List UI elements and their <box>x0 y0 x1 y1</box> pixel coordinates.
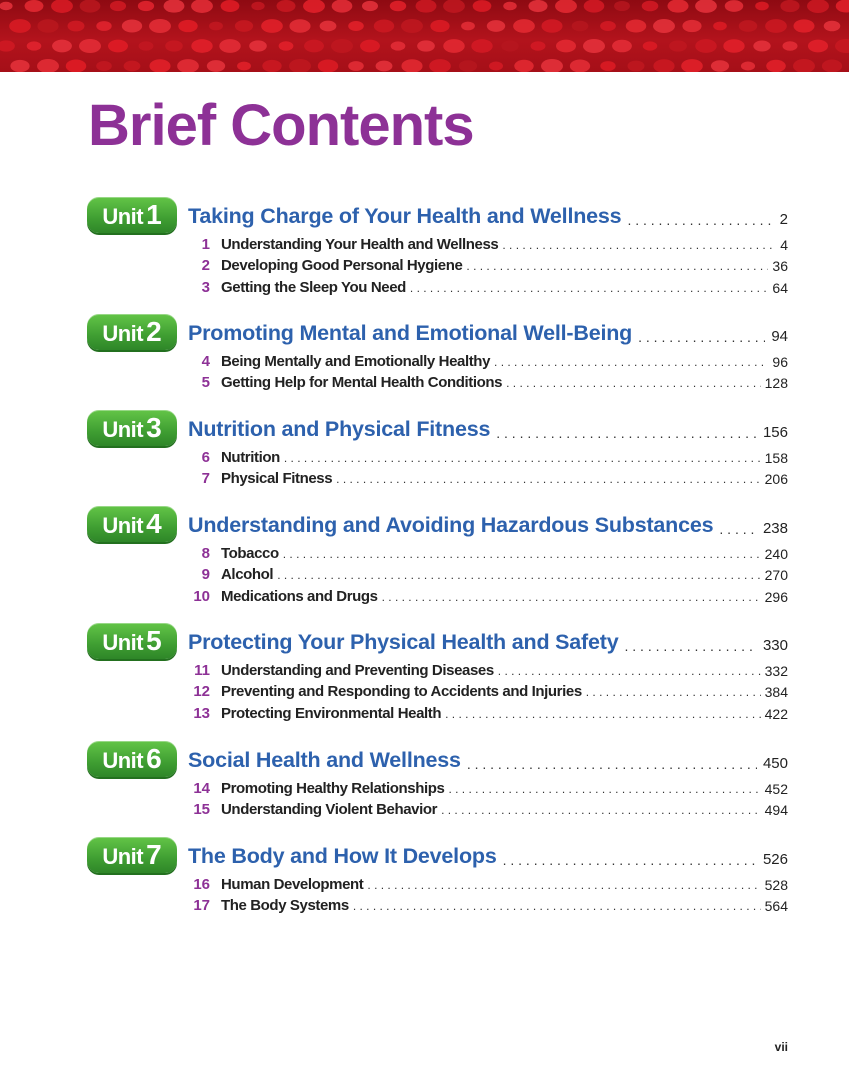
banner-pattern <box>0 0 849 72</box>
banner-dot <box>348 21 364 31</box>
banner-dot <box>584 0 605 13</box>
chapter-number: 17 <box>193 897 210 915</box>
unit-page-number: 450 <box>762 755 788 772</box>
dot-leader <box>367 875 760 895</box>
banner-dot <box>25 0 44 12</box>
chapter-title[interactable]: Medications and Drugs <box>221 588 378 606</box>
unit-heading[interactable] <box>188 624 788 656</box>
chapter-entry[interactable] <box>188 681 788 703</box>
chapter-entry[interactable] <box>188 233 788 255</box>
banner-dot <box>191 0 213 13</box>
banner-dot <box>501 40 518 51</box>
banner-dot <box>164 0 185 13</box>
unit-badge-number: 2 <box>146 316 162 347</box>
banner-dot <box>401 59 422 72</box>
banner-dot <box>487 20 505 32</box>
banner-dot <box>27 41 42 50</box>
chapter-entry[interactable] <box>188 446 788 468</box>
chapter-entry[interactable] <box>188 585 788 607</box>
banner-dot <box>417 40 435 51</box>
unit-badge-number: 1 <box>146 199 162 230</box>
chapter-page-number: 96 <box>772 353 788 370</box>
banner-dot <box>279 41 294 50</box>
banner-dot <box>836 0 849 13</box>
chapter-title[interactable]: The Body Systems <box>221 897 349 915</box>
banner-dot <box>766 60 786 72</box>
chapter-number: 1 <box>201 235 210 253</box>
dot-leader <box>466 256 768 276</box>
banner-dot <box>600 61 615 71</box>
banner-dot <box>570 60 590 72</box>
chapter-number: 14 <box>193 779 210 797</box>
chapter-title[interactable]: Developing Good Personal Hygiene <box>221 257 463 275</box>
banner-dot <box>80 0 101 13</box>
banner-dot <box>822 60 842 72</box>
banner-dot <box>138 1 154 11</box>
banner-dot <box>643 41 658 50</box>
chapter-title[interactable]: Understanding Violent Behavior <box>221 801 438 819</box>
chapter-entry[interactable] <box>188 542 788 564</box>
banner-dot <box>793 59 815 72</box>
chapter-number: 6 <box>201 448 210 466</box>
banner-dot <box>780 0 799 12</box>
banner-dot <box>390 1 406 11</box>
unit-badge-label: Unit <box>102 204 144 229</box>
banner-dot <box>332 0 353 13</box>
banner-dot <box>473 0 492 12</box>
banner-dot <box>612 40 632 53</box>
chapter-entry[interactable] <box>188 659 788 681</box>
banner-dot <box>653 59 674 72</box>
banner-dot <box>461 22 475 31</box>
banner-dot <box>753 40 770 51</box>
chapter-entry[interactable] <box>188 276 788 298</box>
banner-dot <box>416 0 437 13</box>
chapter-page-number: 206 <box>764 471 788 488</box>
dot-leader <box>506 373 761 393</box>
banner-dot <box>725 0 744 12</box>
chapter-page-number: 4 <box>780 236 788 253</box>
chapter-entry[interactable] <box>188 799 788 821</box>
banner-dot <box>289 59 311 72</box>
chapter-list <box>188 659 788 724</box>
chapter-page-number: 270 <box>764 567 788 584</box>
chapter-page-number: 36 <box>772 258 788 275</box>
dot-leader <box>494 352 768 372</box>
banner-dot <box>362 1 378 11</box>
chapter-number: 10 <box>193 588 210 606</box>
chapter-list <box>188 233 788 298</box>
banner-dot <box>110 1 126 11</box>
dot-leader <box>441 800 761 820</box>
unit-badge-number: 7 <box>146 839 162 870</box>
banner-dot <box>627 61 644 72</box>
banner-dot <box>471 39 492 53</box>
chapter-title[interactable]: Being Mentally and Emotionally Healthy <box>221 352 491 370</box>
banner-dot <box>165 40 183 51</box>
banner-dot <box>122 20 142 33</box>
banner-dot <box>682 20 701 32</box>
chapter-page-number: 494 <box>764 802 788 819</box>
dot-leader <box>410 278 769 298</box>
chapter-title[interactable]: Tobacco <box>221 544 279 562</box>
chapter-entry[interactable] <box>188 702 788 724</box>
chapter-number: 7 <box>201 470 210 488</box>
dot-leader <box>382 587 761 607</box>
chapter-page-number: 240 <box>764 545 788 562</box>
chapter-page-number: 128 <box>764 375 788 392</box>
banner-dot <box>37 19 58 32</box>
banner-dot <box>207 60 225 72</box>
chapter-entry[interactable] <box>188 255 788 277</box>
banner-dot <box>600 21 616 31</box>
chapter-number: 3 <box>201 279 210 297</box>
chapter-page-number: 64 <box>772 280 788 297</box>
unit-heading[interactable] <box>188 198 788 230</box>
banner-dot <box>642 1 659 12</box>
banner-dot <box>149 19 171 33</box>
banner-dot <box>541 19 562 32</box>
dot-leader <box>503 850 757 870</box>
banner-dot <box>443 0 465 13</box>
chapter-entry[interactable] <box>188 468 788 490</box>
chapter-title[interactable]: Human Development <box>221 875 364 893</box>
banner-dot <box>9 19 31 33</box>
chapter-title[interactable]: Physical Fitness <box>221 470 333 488</box>
unit-page-number: 2 <box>779 211 788 228</box>
dot-leader <box>445 704 761 724</box>
banner-dot <box>824 21 841 32</box>
dot-leader <box>627 210 773 230</box>
banner-dot <box>177 59 199 72</box>
dot-leader <box>638 327 765 347</box>
chapter-page-number: 296 <box>764 589 788 606</box>
unit-heading[interactable] <box>188 411 788 443</box>
banner-dot <box>289 19 310 32</box>
chapter-number: 5 <box>201 374 210 392</box>
banner-dot <box>459 60 477 72</box>
dot-leader <box>502 235 776 255</box>
banner-dot <box>541 59 563 72</box>
banner-dot <box>614 1 630 11</box>
banner-dot <box>318 59 338 72</box>
banner-dot <box>10 60 29 72</box>
chapter-page-number: 384 <box>764 684 788 701</box>
unit-title[interactable]: Understanding and Avoiding Hazardous Substances <box>188 513 714 537</box>
banner-dot <box>249 40 267 51</box>
unit-badge <box>87 741 177 777</box>
unit-title[interactable]: Taking Charge of Your Health and Wellness <box>188 204 622 228</box>
banner-dot <box>0 2 13 10</box>
chapter-page-number: 332 <box>764 662 788 679</box>
banner-dot <box>178 20 197 32</box>
banner-dot <box>96 61 112 71</box>
banner-dot <box>626 19 647 32</box>
banner-dot <box>391 41 406 50</box>
banner-dot <box>221 0 240 12</box>
banner-dot <box>360 40 380 53</box>
banner-dot <box>331 39 353 53</box>
unit-badge <box>87 623 177 659</box>
banner-dot <box>430 20 449 32</box>
banner-dot <box>51 0 73 13</box>
dot-leader <box>719 519 757 539</box>
chapter-title[interactable]: Protecting Environmental Health <box>221 705 442 723</box>
chapter-title[interactable]: Getting the Sleep You Need <box>221 279 406 297</box>
unit-page-number: 330 <box>762 637 788 654</box>
banner-dot <box>555 0 577 13</box>
chapter-number: 8 <box>201 544 210 562</box>
banner-dot <box>139 41 154 50</box>
unit-badge <box>87 314 177 350</box>
chapter-number: 12 <box>193 683 210 701</box>
chapter-entry[interactable] <box>188 777 788 799</box>
chapter-number: 4 <box>201 352 210 370</box>
banner-dot <box>304 40 324 53</box>
banner-dot <box>237 62 251 71</box>
chapter-page-number: 422 <box>764 706 788 723</box>
dot-leader <box>448 779 760 799</box>
unit-badge-label: Unit <box>102 748 144 773</box>
banner-dot <box>556 40 576 53</box>
dot-leader <box>336 469 760 489</box>
banner-dot <box>108 40 128 53</box>
chapter-number: 2 <box>201 257 210 275</box>
dot-leader <box>586 682 761 702</box>
unit-badge-number: 3 <box>146 412 162 443</box>
chapter-title[interactable]: Nutrition <box>221 448 280 466</box>
banner-dot <box>713 22 727 31</box>
banner-dot <box>79 39 101 53</box>
chapter-number: 11 <box>194 661 210 679</box>
chapter-list <box>188 446 788 489</box>
unit-title[interactable]: Social Health and Wellness <box>188 748 461 772</box>
decorative-banner <box>0 0 849 72</box>
dot-leader <box>496 423 757 443</box>
chapter-list <box>188 350 788 393</box>
banner-dot <box>695 39 717 53</box>
unit-badge-label: Unit <box>102 417 144 442</box>
banner-dot <box>503 2 516 11</box>
unit-heading[interactable] <box>188 838 788 870</box>
chapter-list <box>188 542 788 607</box>
chapter-entry[interactable] <box>188 873 788 895</box>
unit-page-number: 526 <box>762 851 788 868</box>
chapter-title[interactable]: Understanding Your Health and Wellness <box>221 235 499 253</box>
unit-page-number: 156 <box>762 424 788 441</box>
banner-dot <box>723 39 744 53</box>
banner-dot <box>348 61 364 71</box>
unit-title[interactable]: The Body and How It Develops <box>188 844 497 868</box>
chapter-title[interactable]: Promoting Healthy Relationships <box>221 779 445 797</box>
unit-badge <box>87 410 177 446</box>
chapter-entry[interactable] <box>188 895 788 917</box>
banner-dot <box>513 19 535 33</box>
chapter-page-number: 528 <box>764 876 788 893</box>
chapter-title[interactable]: Preventing and Responding to Accidents and Injuries <box>221 683 582 701</box>
banner-dot <box>528 0 547 12</box>
unit-badge-label: Unit <box>102 513 144 538</box>
unit-title[interactable]: Promoting Mental and Emotional Well-Being <box>188 321 633 345</box>
unit-page-number: 94 <box>771 328 788 345</box>
chapter-entry[interactable] <box>188 372 788 394</box>
banner-dot <box>782 41 797 51</box>
chapter-number: 15 <box>193 801 210 819</box>
chapter-number: 9 <box>201 566 210 584</box>
dot-leader <box>283 544 761 564</box>
banner-dot <box>235 20 253 32</box>
banner-dot <box>0 40 15 51</box>
unit-heading[interactable] <box>188 315 788 347</box>
chapter-title[interactable]: Getting Help for Mental Health Conditions <box>221 374 503 392</box>
unit-badge-label: Unit <box>102 321 144 346</box>
unit-badge-label: Unit <box>102 844 144 869</box>
banner-dot <box>667 0 688 13</box>
banner-dot <box>66 59 87 72</box>
banner-dot <box>303 0 325 13</box>
chapter-title[interactable]: Understanding and Preventing Diseases <box>221 661 494 679</box>
banner-dot <box>124 61 141 72</box>
banner-dot <box>443 39 465 53</box>
banner-dot <box>37 59 59 72</box>
unit-title[interactable]: Protecting Your Physical Health and Safety <box>188 630 619 654</box>
dot-leader <box>498 661 761 681</box>
banner-dot <box>251 2 264 10</box>
unit-heading[interactable] <box>188 507 788 539</box>
banner-dot <box>807 0 829 13</box>
dot-leader <box>624 636 756 656</box>
banner-dot <box>376 61 393 72</box>
unit-page-number: 238 <box>762 520 788 537</box>
chapter-page-number: 564 <box>764 898 788 915</box>
banner-dot <box>262 60 281 72</box>
banner-dot <box>711 60 729 72</box>
banner-dot <box>653 19 675 33</box>
banner-dot <box>741 61 755 70</box>
page-title: Brief Contents <box>88 93 474 158</box>
banner-dot <box>531 41 546 50</box>
banner-dot <box>695 0 717 13</box>
dot-leader <box>277 565 760 585</box>
unit-title[interactable]: Nutrition and Physical Fitness <box>188 417 491 441</box>
banner-dot <box>68 21 85 32</box>
chapter-number: 13 <box>193 705 210 723</box>
banner-dot <box>401 19 423 33</box>
unit-badge <box>87 837 177 873</box>
banner-dot <box>149 59 170 72</box>
chapter-title[interactable]: Alcohol <box>221 566 274 584</box>
banner-dot <box>583 39 605 53</box>
chapter-entry[interactable] <box>188 350 788 372</box>
banner-dot <box>429 59 451 72</box>
chapter-list <box>188 777 788 820</box>
banner-dot <box>489 62 503 71</box>
banner-dot <box>681 59 703 72</box>
unit-badge <box>87 506 177 542</box>
banner-dot <box>755 2 769 11</box>
page-number: vii <box>774 1040 788 1054</box>
unit-badge-label: Unit <box>102 630 144 655</box>
banner-dot <box>793 19 814 32</box>
banner-dot <box>191 39 212 53</box>
dot-leader <box>284 448 761 468</box>
banner-dot <box>277 0 296 12</box>
unit-badge-number: 5 <box>146 625 162 656</box>
banner-dot <box>261 19 283 33</box>
banner-dot <box>320 21 337 32</box>
banner-dot <box>669 40 687 51</box>
banner-dot <box>52 40 72 53</box>
banner-dot <box>374 19 394 32</box>
banner-dot <box>219 39 240 53</box>
chapter-list <box>188 873 788 916</box>
banner-dot <box>514 60 533 72</box>
chapter-entry[interactable] <box>188 564 788 586</box>
unit-heading[interactable] <box>188 742 788 774</box>
chapter-page-number: 158 <box>764 449 788 466</box>
banner-dot <box>835 39 849 53</box>
banner-dot <box>765 19 787 33</box>
unit-badge-number: 6 <box>146 743 162 774</box>
chapter-number: 16 <box>193 875 210 893</box>
banner-dot <box>209 22 223 31</box>
dot-leader <box>467 754 757 774</box>
chapter-page-number: 452 <box>764 780 788 797</box>
unit-badge-number: 4 <box>146 508 162 539</box>
unit-badge <box>87 197 177 233</box>
banner-dot <box>739 20 758 32</box>
banner-dot <box>572 21 589 32</box>
banner-dot <box>96 21 111 31</box>
banner-dot <box>808 40 828 53</box>
dot-leader <box>353 896 761 916</box>
